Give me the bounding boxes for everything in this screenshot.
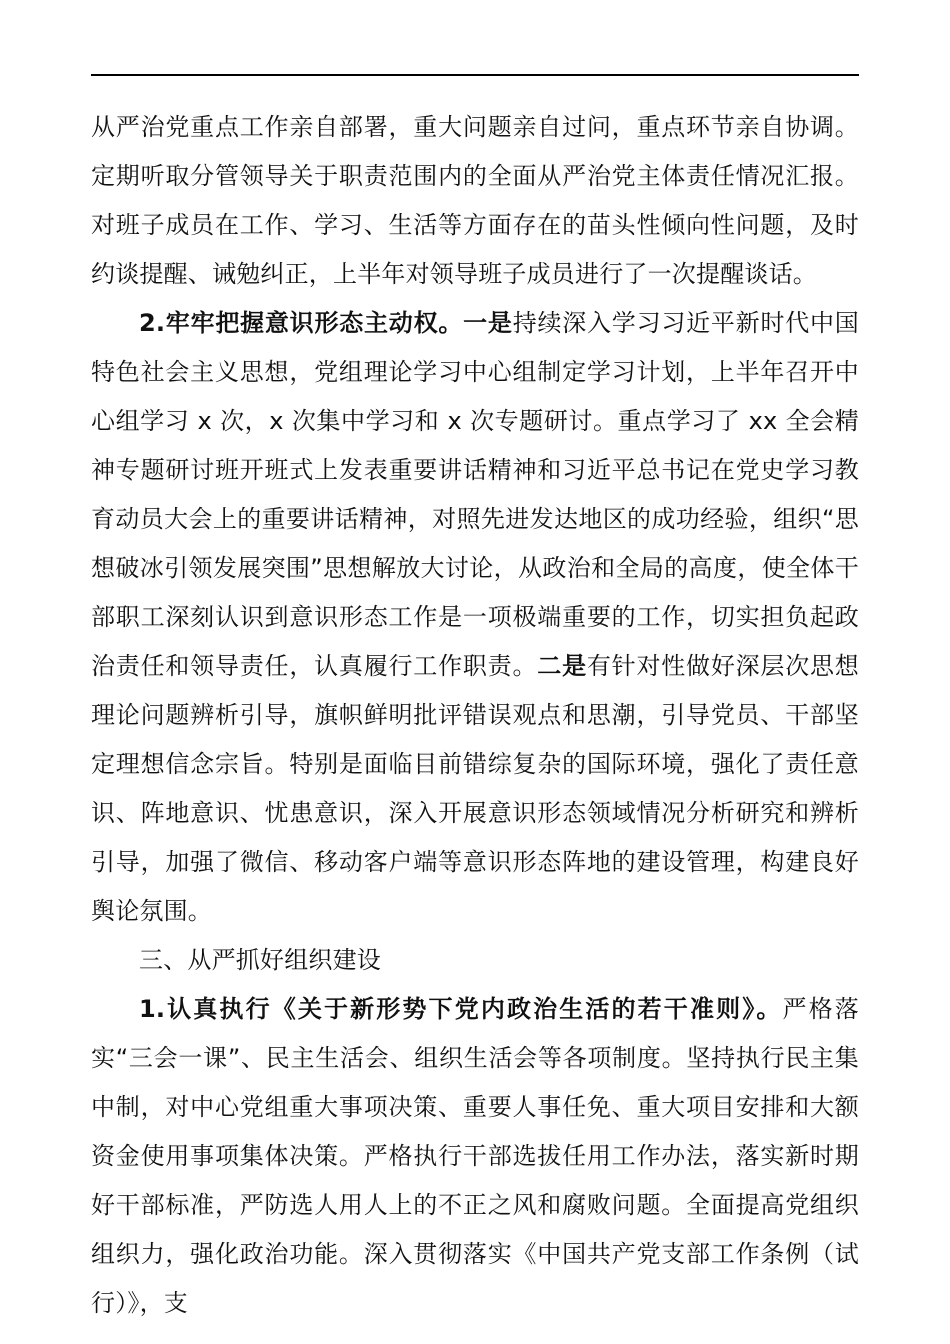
paragraph-text: 严格落实“三会一课”、民主生活会、组织生活会等各项制度。坚持执行民主集中制，对中心党组重大事项决策、重要人事任免、重大项目安排和大额资金使用事项集体决策。严格执行干部选拔任用工作办法，落实新时期好干部标准，严防选人用人上的不正之风和腐败问题。全面提高党组织组织力，强化政治功能。深入贯彻落实《中国共产党支部工作条例（试行）》，支 (91, 995, 859, 1317)
lead-marker: 一是 (463, 309, 513, 337)
lead-marker: 二是 (537, 652, 587, 680)
paragraph-continued (91, 103, 859, 299)
document-body (91, 103, 859, 1328)
paragraph-organization (91, 985, 859, 1328)
section-title-text: 三、从严抓好组织建设 (139, 946, 381, 974)
section-title (91, 936, 859, 985)
section-heading: 1.认真执行《关于新形势下党内政治生活的若干准则》。 (139, 995, 783, 1023)
paragraph-text: 持续深入学习习近平新时代中国特色社会主义思想，党组理论学习中心组制定学习计划，上半年召开中心组学习 x 次，x 次集中学习和 x 次专题研讨。重点学习了 xx 全会精神专题研讨班开班式上发表重要讲话精神和习近平总书记在党史学习教育动员大会上的重要讲话精神，对照先进发达地区的成功经验，组织“思想破冰引领发展突围”思想解放大讨论，从政治和全局的高度，使全体干部职工深刻认识到意识形态工作是一项极端重要的工作，切实担负起政治责任和领导责任，认真履行工作职责。 (91, 309, 859, 680)
header-rule (91, 74, 859, 76)
paragraph-text: 从严治党重点工作亲自部署，重大问题亲自过问，重点环节亲自协调。定期听取分管领导关于职责范围内的全面从严治党主体责任情况汇报。对班子成员在工作、学习、生活等方面存在的苗头性倾向性问题，及时约谈提醒、诫勉纠正，上半年对领导班子成员进行了一次提醒谈话。 (91, 113, 859, 288)
paragraph-text: 有针对性做好深层次思想理论问题辨析引导，旗帜鲜明批评错误观点和思潮，引导党员、干部坚定理想信念宗旨。特别是面临目前错综复杂的国际环境，强化了责任意识、阵地意识、忧患意识，深入开展意识形态领域情况分析研究和辨析引导，加强了微信、移动客户端等意识形态阵地的建设管理，构建良好舆论氛围。 (91, 652, 860, 925)
paragraph-ideology (91, 299, 859, 936)
section-heading: 2.牢牢把握意识形态主动权。 (139, 309, 464, 337)
